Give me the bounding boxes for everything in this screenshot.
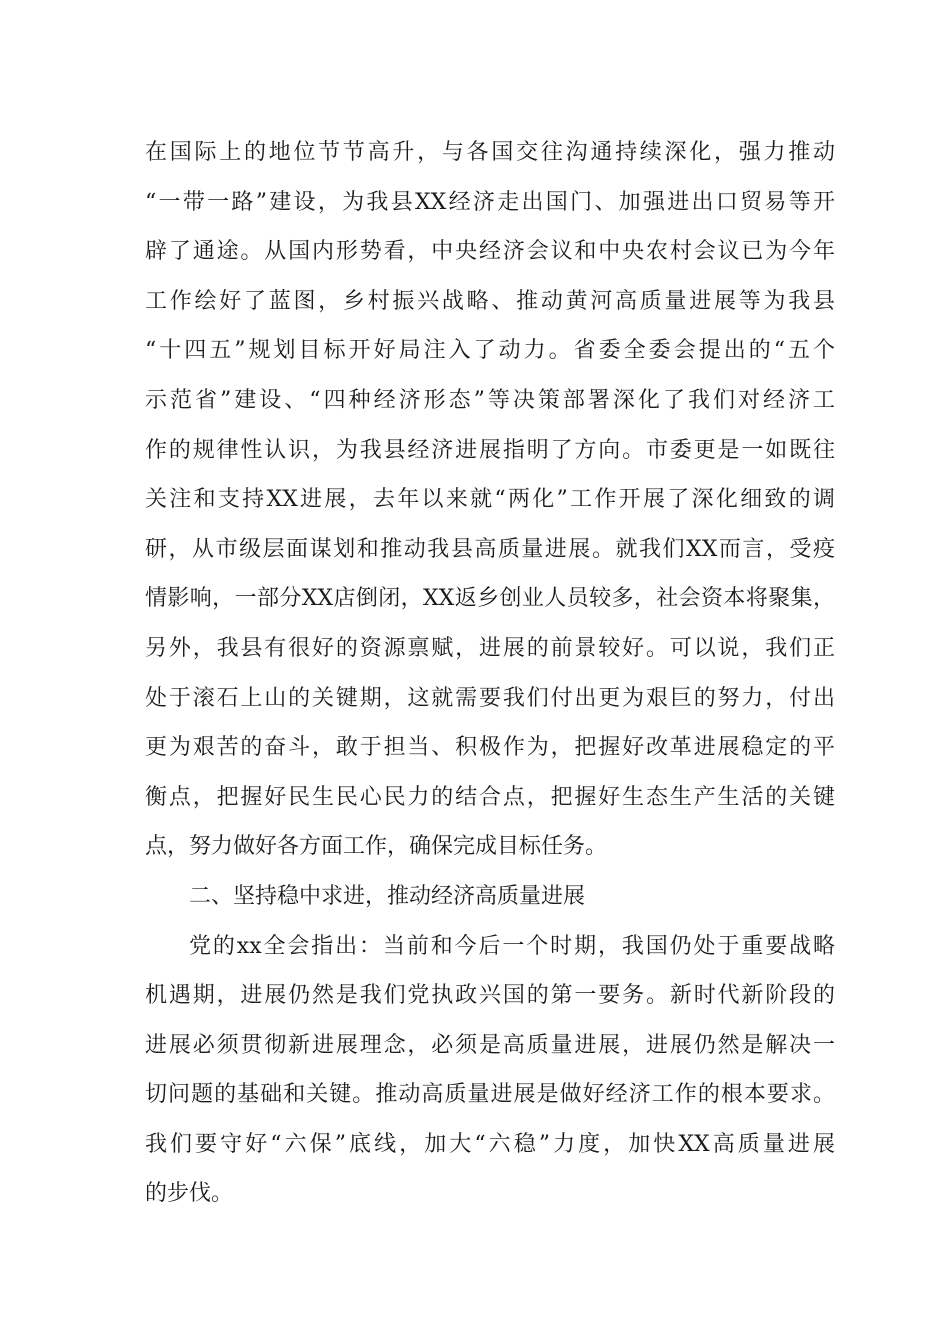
body-line: 在国际上的地位节节高升，与各国交往沟通持续深化，强力推动 <box>145 140 835 165</box>
body-line: 更为艰苦的奋斗，敢于担当、积极作为，把握好改革进展稳定的平 <box>145 735 835 761</box>
body-line: 示范省”建设、“四种经济形态”等决策部署深化了我们对经济工 <box>145 387 835 413</box>
document-body <box>145 128 835 1219</box>
body-line: 研，从市级层面谋划和推动我县高质量进展。就我们XX而言，受疫 <box>145 536 835 562</box>
body-line: 进展必须贯彻新进展理念，必须是高质量进展，进展仍然是解决一 <box>145 1032 835 1058</box>
body-line: 关注和支持XX进展，去年以来就“两化”工作开展了深化细致的调 <box>145 487 835 513</box>
body-line: 作的规律性认识，为我县经济进展指明了方向。市委更是一如既往 <box>145 437 835 463</box>
body-line: 机遇期，进展仍然是我们党执政兴国的第一要务。新时代新阶段的 <box>145 983 835 1009</box>
body-line: 切问题的基础和关键。推动高质量进展是做好经济工作的根本要求。 <box>145 1082 835 1108</box>
body-line: 处于滚石上山的关键期，这就需要我们付出更为艰巨的努力，付出 <box>145 685 835 711</box>
body-line: 工作绘好了蓝图，乡村振兴战略、推动黄河高质量进展等为我县 <box>145 288 835 314</box>
body-line: 另外，我县有很好的资源禀赋，进展的前景较好。可以说，我们正 <box>145 635 835 661</box>
body-line: “十四五”规划目标开好局注入了动力。省委全委会提出的“五个 <box>145 338 835 364</box>
body-line: 党的xx全会指出：当前和今后一个时期，我国仍处于重要战略 <box>189 933 835 959</box>
body-line: 情影响，一部分XX店倒闭，XX返乡创业人员较多，社会资本将聚集， <box>145 586 835 612</box>
body-line: 辟了通途。从国内形势看，中央经济会议和中央农村会议已为今年 <box>145 239 835 265</box>
body-line: 我们要守好“六保”底线，加大“六稳”力度，加快XX高质量进展 <box>145 1131 835 1157</box>
section-heading: 二、坚持稳中求进，推动经济高质量进展 <box>189 883 586 909</box>
body-line: “一带一路”建设，为我县XX经济走出国门、加强进出口贸易等开 <box>145 189 835 215</box>
body-line: 点，努力做好各方面工作，确保完成目标任务。 <box>145 834 608 860</box>
body-line: 的步伐。 <box>145 1181 234 1207</box>
body-line: 衡点，把握好民生民心民力的结合点，把握好生态生产生活的关键 <box>145 784 835 810</box>
